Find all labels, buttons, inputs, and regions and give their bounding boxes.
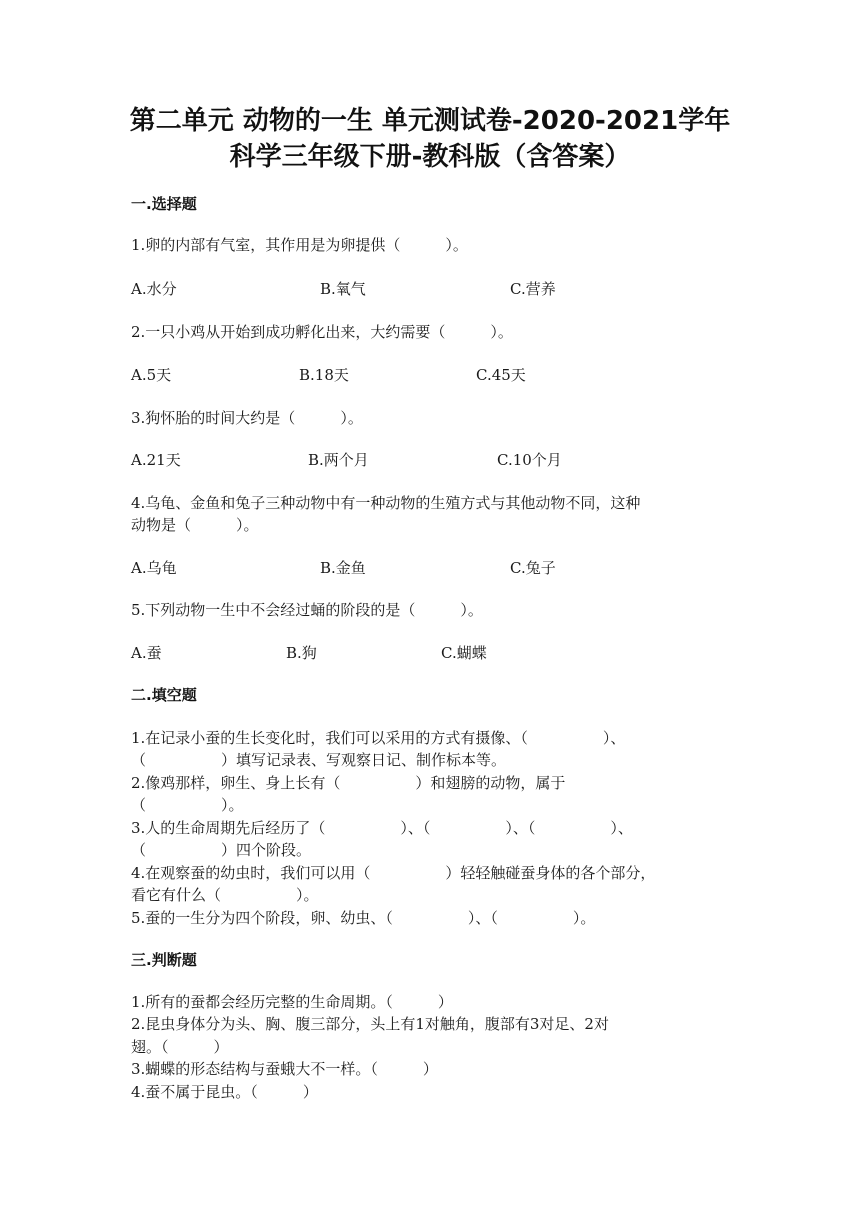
- fill-line: （ ）四个阶段。: [131, 841, 312, 859]
- section-heading-choice: 一.选择题: [131, 195, 197, 213]
- option-b: B.狗: [286, 644, 317, 662]
- question-stem: 3.狗怀胎的时间大约是（ ）。: [131, 409, 363, 427]
- document-title-line-2: 科学三年级下册-教科版（含答案）: [229, 142, 631, 172]
- judge-line: 3.蝴蝶的形态结构与蚕蛾大不一样。（ ）: [131, 1060, 438, 1078]
- judge-line: 4.蚕不属于昆虫。（ ）: [131, 1083, 318, 1101]
- fill-line: （ ）。: [131, 796, 244, 814]
- option-b: B.金鱼: [320, 559, 366, 577]
- option-a: A.水分: [131, 280, 177, 298]
- question-stem-line-2: 动物是（ ）。: [131, 516, 259, 534]
- judge-line: 翅。（ ）: [131, 1038, 229, 1056]
- option-b: B.两个月: [308, 451, 369, 469]
- fill-line: 1.在记录小蚕的生长变化时，我们可以采用的方式有摄像、（ ）、: [131, 729, 626, 747]
- fill-line: 2.像鸡那样，卵生、身上长有（ ）和翅膀的动物，属于: [131, 774, 566, 792]
- option-c: C.兔子: [510, 559, 556, 577]
- option-a: A.21天: [131, 451, 181, 469]
- fill-line: 5.蚕的一生分为四个阶段，卵、幼虫、（ ）、（ ）。: [131, 909, 596, 927]
- fill-line: 3.人的生命周期先后经历了（ ）、（ ）、（ ）、: [131, 819, 633, 837]
- question-stem: 2.一只小鸡从开始到成功孵化出来，大约需要（ ）。: [131, 323, 513, 341]
- section-heading-judge: 三.判断题: [131, 951, 197, 969]
- fill-line: 看它有什么（ ）。: [131, 886, 319, 904]
- question-stem-line-1: 4.乌龟、金鱼和兔子三种动物中有一种动物的生殖方式与其他动物不同，这种: [131, 494, 641, 512]
- option-b: B.18天: [299, 366, 349, 384]
- option-a: A.蚕: [131, 644, 162, 662]
- option-b: B.氧气: [320, 280, 366, 298]
- option-c: C.45天: [476, 366, 526, 384]
- question-stem: 1.卵的内部有气室，其作用是为卵提供（ ）。: [131, 236, 468, 254]
- option-c: C.蝴蝶: [441, 644, 487, 662]
- fill-line: 4.在观察蚕的幼虫时，我们可以用（ ）轻轻触碰蚕身体的各个部分，: [131, 864, 656, 882]
- question-stem: 5.下列动物一生中不会经过蛹的阶段的是（ ）。: [131, 601, 483, 619]
- fill-line: （ ）填写记录表、写观察日记、制作标本等。: [131, 751, 507, 769]
- section-heading-fill: 二.填空题: [131, 686, 197, 704]
- option-a: A.5天: [131, 366, 172, 384]
- judge-line: 2.昆虫身体分为头、胸、腹三部分，头上有1对触角，腹部有3对足、2对: [131, 1015, 609, 1033]
- document-title-line-1: 第二单元 动物的一生 单元测试卷-2020-2021学年: [129, 106, 731, 136]
- option-c: C.营养: [510, 280, 556, 298]
- judge-line: 1.所有的蚕都会经历完整的生命周期。（ ）: [131, 993, 453, 1011]
- option-a: A.乌龟: [131, 559, 177, 577]
- option-c: C.10个月: [497, 451, 562, 469]
